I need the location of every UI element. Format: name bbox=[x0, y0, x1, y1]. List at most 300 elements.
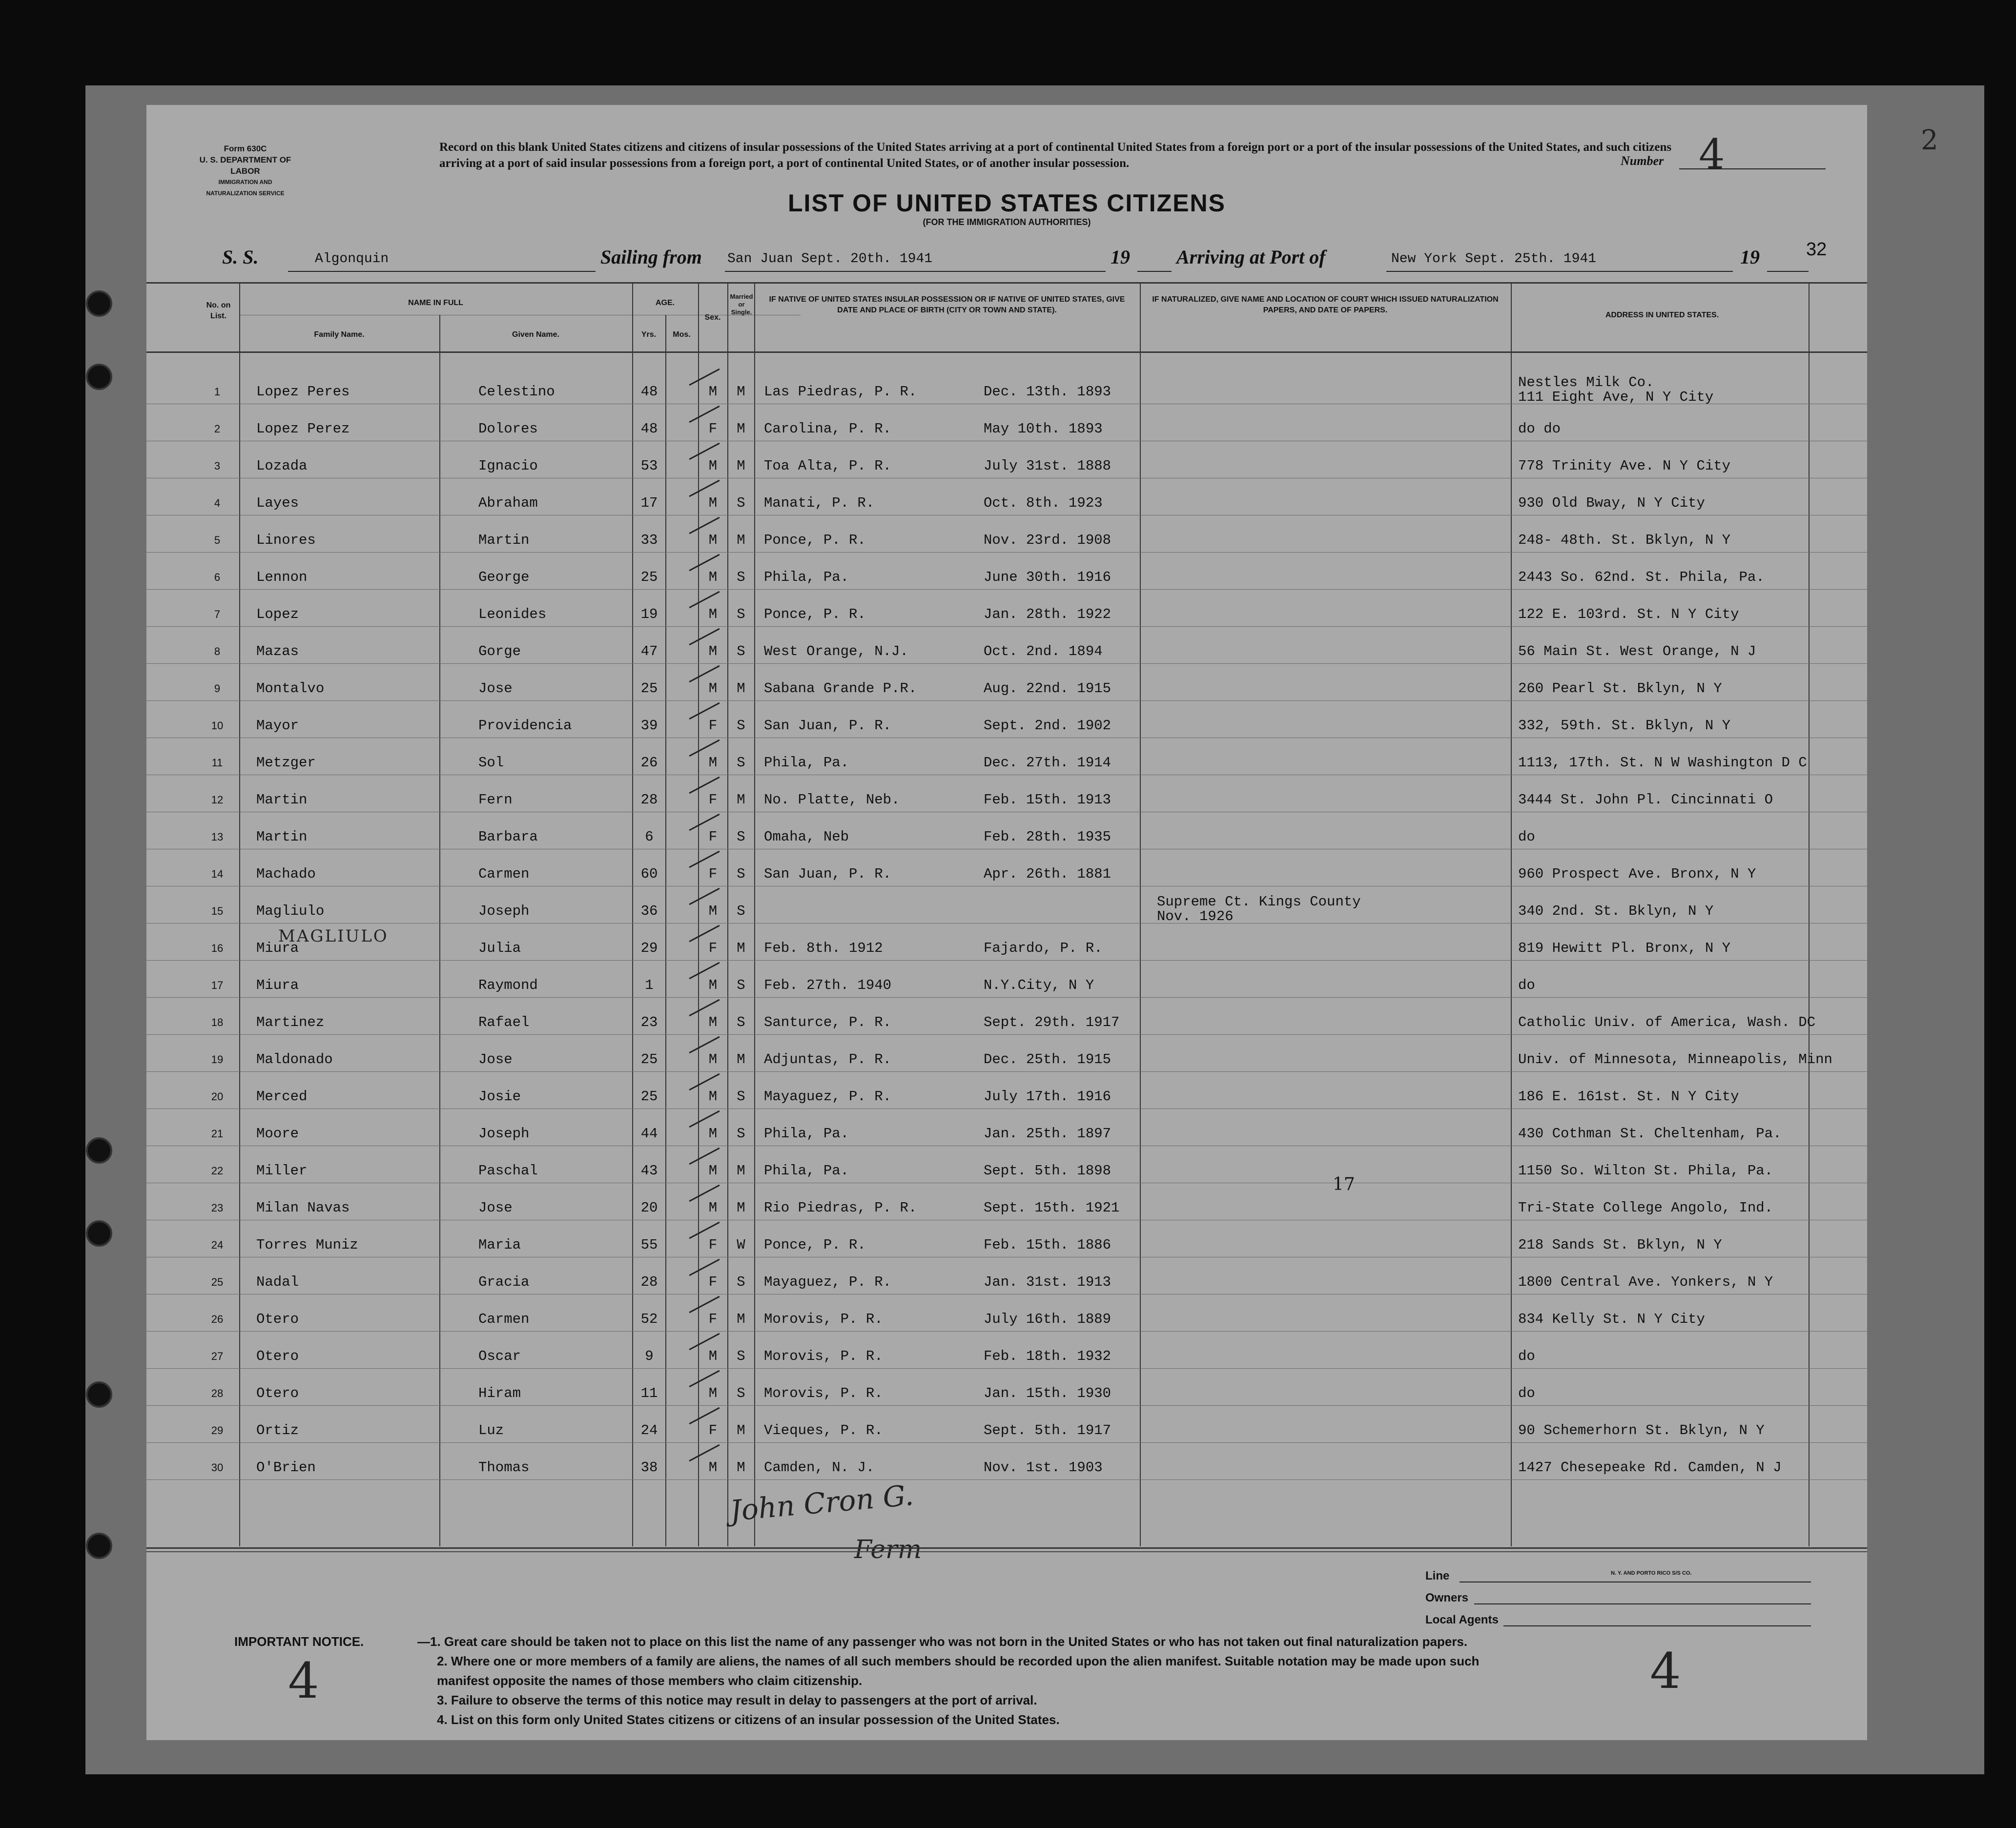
sex: M bbox=[708, 755, 718, 771]
birth-place: Carolina, P. R. bbox=[764, 421, 892, 437]
birth-date: Jan. 28th. 1922 bbox=[984, 606, 1111, 622]
given-name: Oscar bbox=[478, 1348, 521, 1364]
address: 1427 Chesepeake Rd. Camden, N J bbox=[1518, 1459, 1782, 1476]
marital-status: S bbox=[737, 977, 745, 993]
address: 819 Hewitt Pl. Bronx, N Y bbox=[1518, 940, 1731, 956]
given-name: George bbox=[478, 569, 530, 585]
sex: F bbox=[708, 940, 718, 956]
form-number: Form 630C bbox=[224, 144, 267, 153]
table-row bbox=[146, 670, 1867, 707]
given-name: Barbara bbox=[478, 829, 538, 845]
table-row bbox=[146, 1449, 1867, 1486]
marital-status: S bbox=[737, 1014, 745, 1030]
birth-place: Las Piedras, P. R. bbox=[764, 384, 917, 400]
header-family-name: Family Name. bbox=[314, 330, 365, 339]
row-number: 22 bbox=[211, 1165, 224, 1177]
birth-date: Oct. 2nd. 1894 bbox=[984, 643, 1103, 659]
address: 930 Old Bway, N Y City bbox=[1518, 495, 1705, 511]
line-value: N. Y. AND PORTO RICO S/S CO. bbox=[1611, 1570, 1692, 1576]
table-row bbox=[146, 781, 1867, 818]
table-row bbox=[146, 819, 1867, 855]
given-name: Carmen bbox=[478, 866, 530, 882]
marital-status: M bbox=[737, 1311, 745, 1327]
given-name: Josie bbox=[478, 1089, 521, 1105]
address: 430 Cothman St. Cheltenham, Pa. bbox=[1518, 1126, 1782, 1142]
row-number: 27 bbox=[211, 1350, 224, 1362]
footer-top-rule bbox=[146, 1547, 1867, 1549]
given-name: Hiram bbox=[478, 1385, 521, 1401]
arriving-underline bbox=[1386, 271, 1733, 272]
notice-3: 3. Failure to observe the terms of this notice may result in delay to passengers at the port of arrival. bbox=[437, 1693, 1037, 1707]
table-row bbox=[146, 1264, 1867, 1300]
row-number: 5 bbox=[214, 534, 221, 546]
address: 834 Kelly St. N Y City bbox=[1518, 1311, 1705, 1327]
marital-status: S bbox=[737, 1385, 745, 1401]
owners-label: Owners bbox=[1425, 1591, 1469, 1604]
birth-date: Dec. 25th. 1915 bbox=[984, 1051, 1111, 1068]
birth-place: San Juan, P. R. bbox=[764, 866, 892, 882]
marital-status: M bbox=[737, 1163, 745, 1179]
family-name: Montalvo bbox=[256, 680, 325, 697]
row-number: 1 bbox=[214, 386, 221, 398]
header-mos: Mos. bbox=[673, 330, 691, 339]
notice-2: 2. Where one or more members of a family are aliens, the names of all such members should be recorded upon the alien manifest. Suitable notation may be made upon such bbox=[437, 1654, 1480, 1668]
sex: M bbox=[708, 1348, 718, 1364]
address: 218 Sands St. Bklyn, N Y bbox=[1518, 1237, 1722, 1253]
given-name: Jose bbox=[478, 1051, 513, 1068]
address: 1800 Central Ave. Yonkers, N Y bbox=[1518, 1274, 1773, 1290]
birth-date: Sept. 2nd. 1902 bbox=[984, 718, 1111, 734]
table-row bbox=[146, 1412, 1867, 1449]
age-years: 43 bbox=[640, 1163, 658, 1179]
row-number: 16 bbox=[211, 942, 224, 954]
row-number: 13 bbox=[211, 831, 224, 843]
age-years: 47 bbox=[640, 643, 658, 659]
given-name: Luz bbox=[478, 1422, 504, 1438]
family-name: Magliulo bbox=[256, 903, 325, 919]
table-row bbox=[146, 373, 1867, 410]
given-name: Rafael bbox=[478, 1014, 530, 1030]
address: 1113, 17th. St. N W Washington D C bbox=[1518, 755, 1807, 771]
address: 122 E. 103rd. St. N Y City bbox=[1518, 606, 1739, 622]
header-yrs: Yrs. bbox=[641, 330, 657, 339]
birth-place: Rio Piedras, P. R. bbox=[764, 1200, 917, 1216]
birth-date: Dec. 13th. 1893 bbox=[984, 384, 1111, 400]
family-name: Mazas bbox=[256, 643, 299, 659]
sex: M bbox=[708, 977, 718, 993]
sex: M bbox=[708, 1200, 718, 1216]
age-years: 55 bbox=[640, 1237, 658, 1253]
age-years: 9 bbox=[645, 1348, 654, 1364]
header-birth: IF NATIVE OF UNITED STATES INSULAR POSSESSION OR IF NATIVE OF UNITED STATES, GIVE DATE AND PLACE OF BIRTH (CITY OR TOWN AND STATE). bbox=[769, 295, 1125, 314]
row-number: 17 bbox=[211, 979, 224, 991]
given-name: Joseph bbox=[478, 903, 530, 919]
address: 1150 So. Wilton St. Phila, Pa. bbox=[1518, 1163, 1773, 1179]
marital-status: M bbox=[737, 1422, 745, 1438]
notice-heading: IMPORTANT NOTICE. bbox=[234, 1634, 364, 1649]
agents-underline bbox=[1503, 1625, 1811, 1626]
marital-status: S bbox=[737, 903, 745, 919]
marital-status: M bbox=[737, 1200, 745, 1216]
table-top-rule bbox=[146, 282, 1867, 284]
footer-rule bbox=[146, 1551, 1867, 1552]
ship-underline bbox=[288, 271, 596, 272]
year-underline-1 bbox=[1137, 271, 1172, 272]
marital-status: S bbox=[737, 495, 745, 511]
birth-date: May 10th. 1893 bbox=[984, 421, 1103, 437]
age-years: 6 bbox=[645, 829, 654, 845]
given-name: Leonides bbox=[478, 606, 547, 622]
birth-date: Dec. 27th. 1914 bbox=[984, 755, 1111, 771]
marital-status: M bbox=[737, 421, 745, 437]
sex: F bbox=[708, 829, 718, 845]
birth-place: Mayaguez, P. R. bbox=[764, 1089, 892, 1105]
row-number: 23 bbox=[211, 1202, 224, 1214]
address: Nestles Milk Co. bbox=[1518, 374, 1654, 390]
table-row bbox=[146, 448, 1867, 484]
family-name: O'Brien bbox=[256, 1459, 316, 1476]
address: 960 Prospect Ave. Bronx, N Y bbox=[1518, 866, 1756, 882]
table-row bbox=[146, 1301, 1867, 1337]
row-number: 24 bbox=[211, 1239, 224, 1251]
given-name: Fern bbox=[478, 792, 513, 808]
sex: M bbox=[708, 1385, 718, 1401]
sex: F bbox=[708, 1311, 718, 1327]
notice-4: 4. List on this form only United States citizens or citizens of an insular possession of the United States. bbox=[437, 1712, 1060, 1727]
family-name: Mayor bbox=[256, 718, 299, 734]
given-name: Dolores bbox=[478, 421, 538, 437]
birth-place: Feb. 8th. 1912 bbox=[764, 940, 883, 956]
table-row bbox=[146, 1190, 1867, 1226]
family-name: Nadal bbox=[256, 1274, 299, 1290]
page-number: 32 bbox=[1806, 239, 1827, 260]
marital-status: S bbox=[737, 829, 745, 845]
row-number: 6 bbox=[214, 571, 221, 583]
birth-date: Oct. 8th. 1923 bbox=[984, 495, 1103, 511]
sex: F bbox=[708, 866, 718, 882]
family-name: Moore bbox=[256, 1126, 299, 1142]
form-instructions: Record on this blank United States citizens and citizens of insular possessions of the United States arriving at a port of continental United States from a foreign port or a port of the insular possessions of the United States, and such citizens arriving at a port of said insular possessions from a foreign port, a port of continental United States, or of another insular possession. bbox=[439, 141, 1672, 170]
family-name: Martinez bbox=[256, 1014, 325, 1030]
table-row bbox=[146, 930, 1867, 966]
ss-label: S. S. bbox=[222, 246, 259, 268]
address: do bbox=[1518, 1348, 1535, 1364]
marital-status: S bbox=[737, 866, 745, 882]
marital-status: S bbox=[737, 1274, 745, 1290]
address: 2443 So. 62nd. St. Phila, Pa. bbox=[1518, 569, 1765, 585]
table-row bbox=[146, 1375, 1867, 1412]
sex: M bbox=[708, 532, 718, 548]
table-row bbox=[146, 893, 1867, 929]
table-row bbox=[146, 1227, 1867, 1263]
row-number: 10 bbox=[211, 719, 224, 732]
address: 778 Trinity Ave. N Y City bbox=[1518, 458, 1731, 474]
family-name: Otero bbox=[256, 1311, 299, 1327]
given-name: Thomas bbox=[478, 1459, 530, 1476]
birth-date: N.Y.City, N Y bbox=[984, 977, 1094, 993]
given-name: Gracia bbox=[478, 1274, 530, 1290]
family-name: Lopez Peres bbox=[256, 384, 350, 400]
family-name: Martin bbox=[256, 792, 308, 808]
row-number: 11 bbox=[211, 757, 223, 769]
birth-date: Nov. 1st. 1903 bbox=[984, 1459, 1103, 1476]
sex: F bbox=[708, 1237, 718, 1253]
table-row bbox=[146, 967, 1867, 1004]
sex: M bbox=[708, 1051, 718, 1068]
notice-2-continued: manifest opposite the names of those members who claim citizenship. bbox=[437, 1673, 863, 1688]
marital-status: S bbox=[737, 1126, 745, 1142]
age-years: 1 bbox=[645, 977, 654, 993]
given-name: Martin bbox=[478, 532, 530, 548]
table-row bbox=[146, 707, 1867, 744]
sailing-underline bbox=[725, 271, 1106, 272]
family-name: Lozada bbox=[256, 458, 308, 474]
header-address: ADDRESS IN UNITED STATES. bbox=[1605, 311, 1719, 319]
handwritten-initials: Ferm bbox=[854, 1535, 922, 1564]
table-row bbox=[146, 559, 1867, 596]
marital-status: M bbox=[737, 458, 745, 474]
sex: F bbox=[708, 792, 718, 808]
age-years: 24 bbox=[640, 1422, 658, 1438]
notice-1: —1. Great care should be taken not to place on this list the name of any passenger who was not born in the United States or who has not taken out final naturalization papers. bbox=[417, 1634, 1468, 1649]
birth-place: Morovis, P. R. bbox=[764, 1311, 883, 1327]
header-bottom-rule bbox=[146, 351, 1867, 353]
address: 3444 St. John Pl. Cincinnati O bbox=[1518, 792, 1773, 808]
marital-status: S bbox=[737, 569, 745, 585]
number-label: Number bbox=[1621, 154, 1664, 168]
row-number: 21 bbox=[211, 1128, 224, 1140]
birth-place: Santurce, P. R. bbox=[764, 1014, 892, 1030]
age-years: 11 bbox=[640, 1385, 658, 1401]
sex: M bbox=[708, 1014, 718, 1030]
birth-place: Adjuntas, P. R. bbox=[764, 1051, 892, 1068]
address: Catholic Univ. of America, Wash. DC bbox=[1518, 1014, 1816, 1030]
birth-date: Jan. 31st. 1913 bbox=[984, 1274, 1111, 1290]
marital-status: M bbox=[737, 680, 745, 697]
handwritten-number-right: 4 bbox=[1650, 1643, 1681, 1700]
age-years: 48 bbox=[640, 384, 658, 400]
sex: M bbox=[708, 903, 718, 919]
family-name: Otero bbox=[256, 1348, 299, 1364]
age-years: 26 bbox=[640, 755, 658, 771]
birth-date: Apr. 26th. 1881 bbox=[984, 866, 1111, 882]
sex: M bbox=[708, 1163, 718, 1179]
address: 332, 59th. St. Bklyn, N Y bbox=[1518, 718, 1731, 734]
birth-date: July 17th. 1916 bbox=[984, 1089, 1111, 1105]
birth-place: Morovis, P. R. bbox=[764, 1385, 883, 1401]
address: 90 Schemerhorn St. Bklyn, N Y bbox=[1518, 1422, 1765, 1438]
naturalization-date: Nov. 1926 bbox=[1157, 908, 1234, 924]
address: do bbox=[1518, 977, 1535, 993]
birth-date: July 31st. 1888 bbox=[984, 458, 1111, 474]
binder-hole bbox=[86, 1220, 112, 1247]
sex: M bbox=[708, 1126, 718, 1142]
birth-date: Sept. 5th. 1917 bbox=[984, 1422, 1111, 1438]
birth-place: Ponce, P. R. bbox=[764, 606, 866, 622]
given-name: Julia bbox=[478, 940, 521, 956]
birth-place: Mayaguez, P. R. bbox=[764, 1274, 892, 1290]
family-name: Merced bbox=[256, 1089, 308, 1105]
given-name: Abraham bbox=[478, 495, 538, 511]
birth-date: Aug. 22nd. 1915 bbox=[984, 680, 1111, 697]
age-years: 17 bbox=[640, 495, 658, 511]
birth-place: Sabana Grande P.R. bbox=[764, 680, 917, 697]
birth-date: Sept. 29th. 1917 bbox=[984, 1014, 1120, 1030]
given-name: Sol bbox=[478, 755, 504, 771]
birth-place: Omaha, Neb bbox=[764, 829, 849, 845]
birth-place: Phila, Pa. bbox=[764, 1163, 849, 1179]
header-married-single: Married or Single. bbox=[730, 293, 753, 316]
sex: M bbox=[708, 495, 718, 511]
given-name: Jose bbox=[478, 1200, 513, 1216]
sex: M bbox=[708, 1459, 718, 1476]
table-row bbox=[146, 1115, 1867, 1152]
row-number: 18 bbox=[211, 1016, 224, 1028]
row-number: 15 bbox=[211, 905, 224, 917]
binder-hole bbox=[86, 290, 112, 317]
age-years: 52 bbox=[640, 1311, 658, 1327]
given-name: Ignacio bbox=[478, 458, 538, 474]
family-name: Lennon bbox=[256, 569, 308, 585]
header-age: AGE. bbox=[655, 299, 675, 307]
marital-status: M bbox=[737, 1051, 745, 1068]
age-years: 53 bbox=[640, 458, 658, 474]
address: 260 Pearl St. Bklyn, N Y bbox=[1518, 680, 1722, 697]
given-name: Raymond bbox=[478, 977, 538, 993]
birth-date: Sept. 5th. 1898 bbox=[984, 1163, 1111, 1179]
form-subtitle: (FOR THE IMMIGRATION AUTHORITIES) bbox=[923, 217, 1091, 227]
inspector-signature: John Cron G. bbox=[728, 1478, 915, 1528]
marital-status: S bbox=[737, 606, 745, 622]
table-row bbox=[146, 1041, 1867, 1078]
row-number: 12 bbox=[211, 794, 224, 806]
age-years: 19 bbox=[640, 606, 658, 622]
owners-underline bbox=[1474, 1603, 1811, 1604]
marital-status: S bbox=[737, 718, 745, 734]
table-row bbox=[146, 411, 1867, 447]
family-name: Otero bbox=[256, 1385, 299, 1401]
age-years: 39 bbox=[640, 718, 658, 734]
age-years: 20 bbox=[640, 1200, 658, 1216]
birth-date: Jan. 15th. 1930 bbox=[984, 1385, 1111, 1401]
family-name: Machado bbox=[256, 866, 316, 882]
marital-status: W bbox=[737, 1237, 745, 1253]
marital-status: M bbox=[737, 940, 745, 956]
sex: M bbox=[708, 680, 718, 697]
marital-status: S bbox=[737, 755, 745, 771]
age-years: 25 bbox=[640, 1051, 658, 1068]
address: do bbox=[1518, 1385, 1535, 1401]
handwritten-name-correction: MAGLIULO bbox=[278, 926, 389, 946]
family-name: Miura bbox=[256, 977, 299, 993]
family-name: Linores bbox=[256, 532, 316, 548]
address-line-2: 111 Eight Ave, N Y City bbox=[1518, 389, 1714, 405]
marital-status: S bbox=[737, 643, 745, 659]
sailing-from-label: Sailing from bbox=[600, 246, 702, 268]
given-name: Carmen bbox=[478, 1311, 530, 1327]
birth-place: No. Platte, Neb. bbox=[764, 792, 900, 808]
birth-place: Morovis, P. R. bbox=[764, 1348, 883, 1364]
binder-hole bbox=[86, 1533, 112, 1559]
address: do bbox=[1518, 829, 1535, 845]
family-name: Torres Muniz bbox=[256, 1237, 358, 1253]
list-number: 4 bbox=[1699, 130, 1725, 178]
birth-date: Nov. 23rd. 1908 bbox=[984, 532, 1111, 548]
header-naturalized: IF NATURALIZED, GIVE NAME AND LOCATION OF COURT WHICH ISSUED NATURALIZATION PAPERS, AND DATE OF PAPERS. bbox=[1152, 295, 1499, 314]
header-name-in-full: NAME IN FULL bbox=[408, 299, 463, 307]
family-name: Metzger bbox=[256, 755, 316, 771]
table-row bbox=[146, 744, 1867, 781]
birth-place: Manati, P. R. bbox=[764, 495, 875, 511]
sex: M bbox=[708, 569, 718, 585]
family-name: Miller bbox=[256, 1163, 308, 1179]
manifest-page bbox=[146, 105, 1938, 1740]
given-name: Providencia bbox=[478, 718, 572, 734]
sex: M bbox=[708, 643, 718, 659]
marital-status: M bbox=[737, 792, 745, 808]
given-name: Joseph bbox=[478, 1126, 530, 1142]
address: do do bbox=[1518, 421, 1561, 437]
birth-date: June 30th. 1916 bbox=[984, 569, 1111, 585]
family-name: Milan Navas bbox=[256, 1200, 350, 1216]
given-name: Paschal bbox=[478, 1163, 538, 1179]
address: Univ. of Minnesota, Minneapolis, Minn bbox=[1518, 1051, 1832, 1068]
table-row bbox=[146, 522, 1867, 558]
arriving-label: Arriving at Port of bbox=[1176, 246, 1326, 268]
marital-status: S bbox=[737, 1089, 745, 1105]
birth-place: Phila, Pa. bbox=[764, 569, 849, 585]
birth-place: San Juan, P. R. bbox=[764, 718, 892, 734]
birth-date: Sept. 15th. 1921 bbox=[984, 1200, 1120, 1216]
table-row bbox=[146, 1078, 1867, 1115]
row-number: 29 bbox=[211, 1424, 224, 1437]
family-name: Ortiz bbox=[256, 1422, 299, 1438]
row-number: 8 bbox=[214, 645, 221, 657]
header-given-name: Given Name. bbox=[512, 330, 559, 339]
given-name: Celestino bbox=[478, 384, 555, 400]
row-number: 20 bbox=[211, 1090, 224, 1103]
age-years: 25 bbox=[640, 569, 658, 585]
row-number: 30 bbox=[211, 1461, 224, 1474]
service-name: IMMIGRATION AND NATURALIZATION SERVICE bbox=[206, 179, 285, 197]
birth-date: Feb. 15th. 1886 bbox=[984, 1237, 1111, 1253]
age-years: 44 bbox=[640, 1126, 658, 1142]
birth-place: Ponce, P. R. bbox=[764, 1237, 866, 1253]
birth-place: Toa Alta, P. R. bbox=[764, 458, 892, 474]
age-years: 60 bbox=[640, 866, 658, 882]
row-number: 28 bbox=[211, 1387, 224, 1399]
sex: F bbox=[708, 421, 718, 437]
age-years: 48 bbox=[640, 421, 658, 437]
row-number: 25 bbox=[211, 1276, 224, 1288]
birth-place: Camden, N. J. bbox=[764, 1459, 875, 1476]
address: 248- 48th. St. Bklyn, N Y bbox=[1518, 532, 1731, 548]
table-row bbox=[146, 1152, 1867, 1194]
birth-place: Ponce, P. R. bbox=[764, 532, 866, 548]
birth-date: Jan. 25th. 1897 bbox=[984, 1126, 1111, 1142]
table-row bbox=[146, 596, 1867, 633]
address: 186 E. 161st. St. N Y City bbox=[1518, 1089, 1739, 1105]
birth-place: Phila, Pa. bbox=[764, 1126, 849, 1142]
header-no-on-list: No. on List. bbox=[206, 301, 231, 320]
family-name: Martin bbox=[256, 829, 308, 845]
row-number: 3 bbox=[214, 460, 221, 472]
naturalization-court: 17 bbox=[1333, 1174, 1355, 1194]
marital-status: M bbox=[737, 532, 745, 548]
year-prefix-1: 19 bbox=[1111, 246, 1130, 268]
ship-name: Algonquin bbox=[315, 251, 389, 267]
binder-hole bbox=[86, 1137, 112, 1164]
